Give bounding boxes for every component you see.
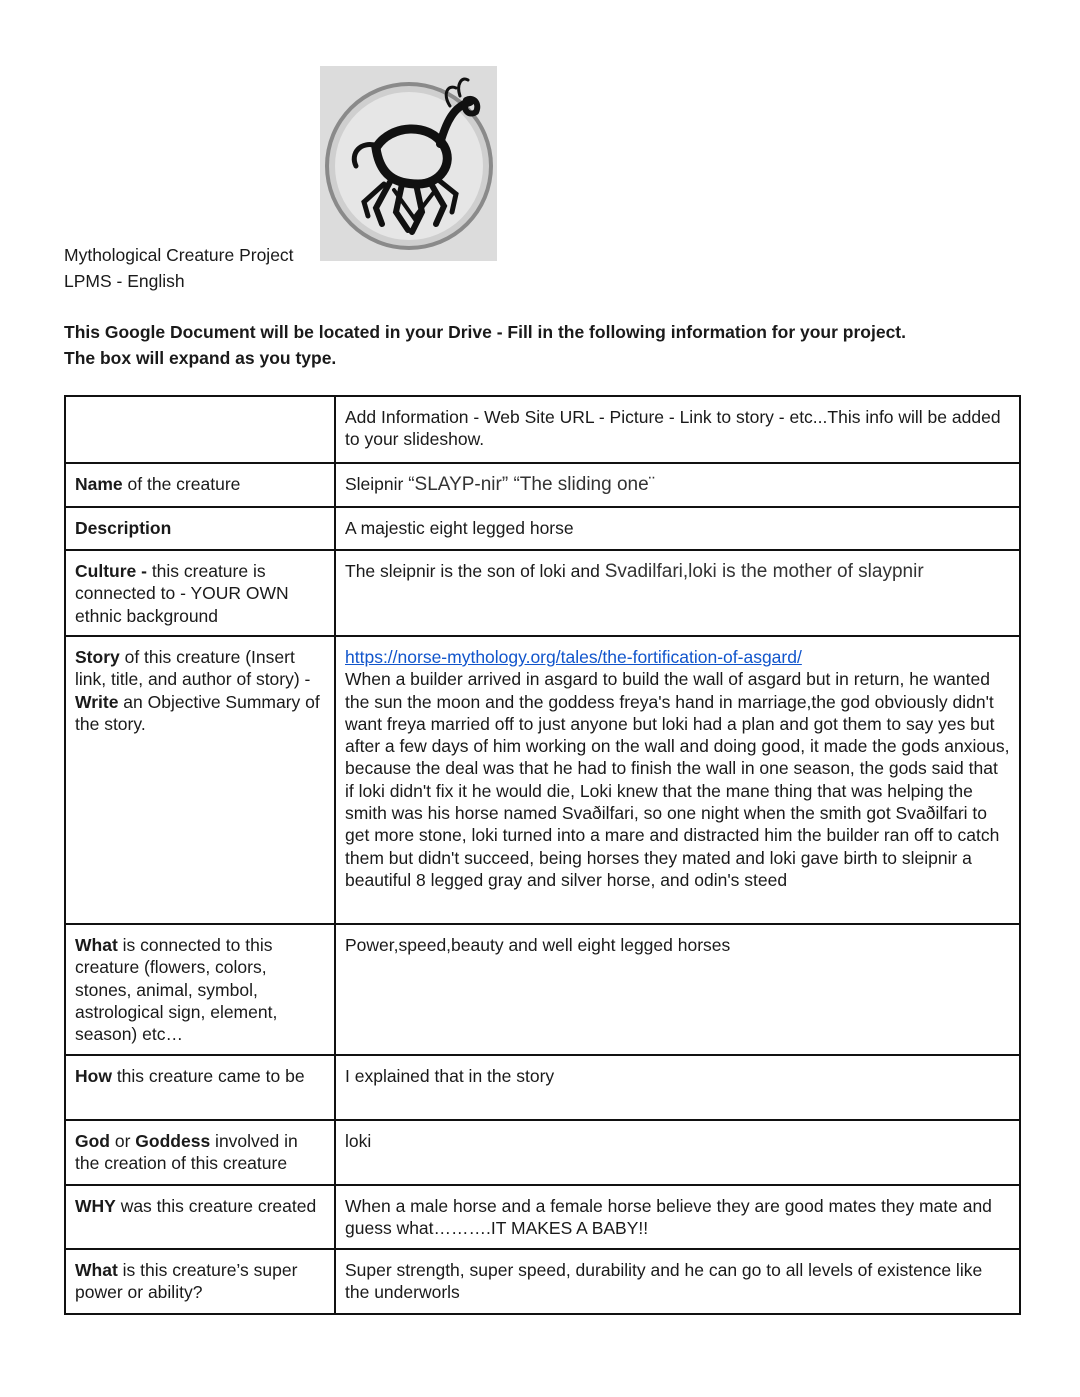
label-bold: Story (75, 647, 120, 667)
label-bold: Name (75, 474, 123, 494)
answer-cell-origin[interactable] (335, 1055, 1020, 1120)
sleipnir-emblem-image (320, 66, 497, 261)
answer-text: Sleipnir (345, 474, 409, 494)
answer-text: loki (345, 1131, 372, 1151)
label-cell-deity (65, 1120, 335, 1185)
answer-text-tail: Svadilfari,loki is the mother of slaypnir (604, 561, 924, 582)
answer-cell-connections[interactable] (335, 924, 1020, 1055)
answer-text: The sleipnir is the son of loki and (345, 561, 605, 581)
answer-text: Power,speed,beauty and well eight legged horses (345, 935, 731, 955)
table-row (65, 924, 1020, 1055)
story-summary: When a builder arrived in asgard to build the wall of asgard but in return, he wanted the sun the moon and the goddess freya's hand in marriage,the god obviously didn't want freya married off to just anyone but loki had a plan and got them to say yes but after a few days of him working on the wall and doing good, it made the gods anxious, because the deal was that he had to finish the wall in one season, the gods said that if loki didn't fix it he would die, Loki knew that the mane thing that was helping the smith was his horse named Svaðilfari, so one night when the smith got Svaðilfari to get more stone, loki turned into a mare and distracted him the builder ran off to catch them but didn't succeed, being horses they mated and loki gave birth to sleipnir a beautiful 8 legged gray and silver horse, and odin's steed (345, 669, 1010, 890)
label-rest: this creature came to be (111, 1066, 305, 1086)
label-cell-story (65, 636, 335, 924)
label-rest: is this creature’s super power or ability? (75, 1260, 298, 1303)
table-row (65, 1185, 1020, 1249)
instructions (64, 319, 1024, 371)
answer-text: Super strength, super speed, durability and he can go to all levels of existence like the underworls (345, 1260, 983, 1303)
label-rest: is connected to this creature (flowers, colors, stones, animal, symbol, astrological sign, element, season) etc… (75, 935, 278, 1045)
story-link[interactable]: https://norse-mythology.org/tales/the-fortification-of-asgard/ (345, 647, 802, 667)
label-cell-power (65, 1249, 335, 1314)
answer-cell-name[interactable] (335, 463, 1020, 507)
label-cell-description (65, 507, 335, 550)
answer-text: When a male horse and a female horse believe they are good mates they mate and guess what……….IT MAKES A BABY!! (345, 1196, 992, 1239)
label-bold: Culture - (75, 561, 152, 581)
label-bold: WHY (75, 1196, 116, 1216)
info-header-text: Add Information - Web Site URL - Picture - Link to story - etc...This info will be added to your slideshow. (345, 407, 1001, 450)
label-cell-origin (65, 1055, 335, 1120)
label-bold-2: Goddess (135, 1131, 211, 1151)
label-bold: How (75, 1066, 112, 1086)
label-rest: an Objective Summary of the story. (75, 691, 320, 734)
label-mid: of this creature (Insert link, title, and author of story) - (75, 647, 311, 690)
table-row (65, 463, 1020, 507)
label-rest: of the creature (122, 474, 241, 494)
table-row (65, 1055, 1020, 1120)
project-table (64, 395, 1021, 1315)
label-mid: or (110, 1131, 136, 1151)
label-rest: involved in the creation of this creature (75, 1131, 298, 1174)
table-row (65, 396, 1020, 463)
instructions-line-2: The box will expand as you type. (64, 348, 337, 368)
label-cell-reason (65, 1185, 335, 1249)
answer-cell-deity[interactable] (335, 1120, 1020, 1185)
label-cell-culture (65, 550, 335, 636)
info-header-cell[interactable] (335, 396, 1020, 463)
label-bold: Description (75, 518, 172, 538)
answer-text: A majestic eight legged horse (345, 518, 574, 538)
table-row (65, 1249, 1020, 1314)
answer-cell-story[interactable] (335, 636, 1020, 924)
label-rest: was this creature created (115, 1196, 317, 1216)
table-row (65, 507, 1020, 550)
document-subtitle: LPMS - English (64, 271, 185, 291)
answer-cell-reason[interactable] (335, 1185, 1020, 1249)
answer-cell-description[interactable] (335, 507, 1020, 550)
answer-text: I explained that in the story (345, 1066, 555, 1086)
table-row (65, 550, 1020, 636)
instructions-line-1: This Google Document will be located in your Drive - Fill in the following information for your project. (64, 322, 906, 342)
answer-cell-power[interactable] (335, 1249, 1020, 1314)
answer-cell-culture[interactable] (335, 550, 1020, 636)
label-rest: this creature is connected to - YOUR OWN ethnic background (75, 561, 289, 626)
table-row (65, 1120, 1020, 1185)
document-header (64, 242, 294, 294)
answer-pronunciation: “SLAYP-nir” “The sliding one¨ (408, 474, 655, 495)
label-bold: What (75, 1260, 118, 1280)
label-cell-empty (65, 396, 335, 463)
label-bold-2: Write (75, 691, 119, 712)
label-cell-connections (65, 924, 335, 1055)
table-row (65, 636, 1020, 924)
document-title: Mythological Creature Project (64, 245, 294, 265)
label-cell-name (65, 463, 335, 507)
label-bold: God (75, 1131, 110, 1151)
label-bold: What (75, 935, 118, 955)
